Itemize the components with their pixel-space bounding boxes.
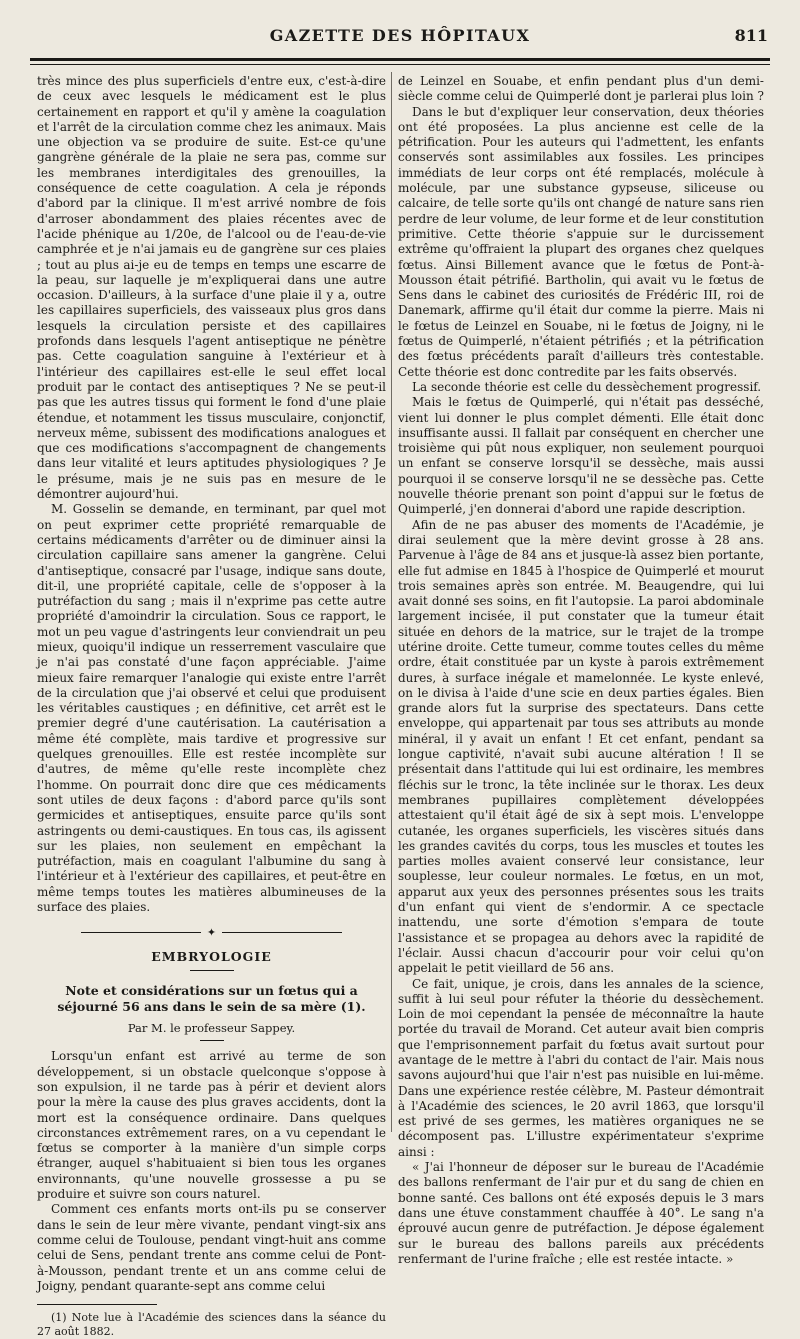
header-rule-thick [30, 58, 770, 61]
right-paragraph-3: La seconde théorie est celle du dessèchement progressif. [412, 379, 762, 394]
article-title: Note et considérations sur un fœtus qui a séjourné 56 ans dans le sein de sa mère (1). [57, 983, 366, 1015]
section-separator: ✦ [37, 925, 386, 940]
footnote-rule [37, 1304, 157, 1305]
right-paragraph-4: Mais le fœtus de Quimperlé, qui n'était pas desséché, vient lui donner le plus complet démenti. Elle était donc insuffisante aussi. Il fallait par conséquent en chercher une troisième qui pût nous expliquer, non seulement pourquoi un enfant se conserve lorsqu'il se dessèche, mais aussi pourquoi il se conserve lorsqu'il ne se dessèche pas. Cette nouvelle théorie prenant son point d'appui sur le fœtus de Quimperlé, j'en donnerai d'abord une rapide description. [398, 395, 764, 517]
left-paragraph-2: M. Gosselin se demande, en terminant, par quel mot on peut exprimer cette propriété remarquable de certains médicaments d'arrêter ou de diminuer ainsi la circulation capillaire sans amener la gangrène. Celui d'antiseptique, consacré par l'usage, indique sans doute, dit-il, une propriété capitale, celle de s'opposer à la putréfaction du sang ; mais il n'exprime pas cette autre propriété d'amoindrir la circulation. Sous ce rapport, le mot un peu vague d'astringents leur conviendrait un peu mieux, quoiqu'il indique un resserrement vasculaire que je n'ai pas constaté d'une façon appréciable. J'aime mieux faire remarquer l'analogie qui existe entre l'arrêt de la circulation que j'ai observé et celui que produisent les véritables caustiques ; en définitive, cet arrêt est le premier degré d'une cautérisation. La cautérisation a même été complète, mais tardive et progressive sur quelques grenouilles. Elle est restée incomplète sur d'autres, de même qu'elle reste incomplète chez l'homme. On pourrait donc dire que ces médicaments sont utiles de deux façons : d'abord parce qu'ils sont germicides et antiseptiques, ensuite parce qu'ils sont astringents ou demi-caustiques. En tous cas, ils agissent sur les plaies, non seulement en empêchant la putréfaction, mais en coagulant l'albumine du sang à l'intérieur et à l'extérieur des capillaires, et peut-être en même temps toutes les matières albumineuses de la surface des plaies. [37, 502, 386, 915]
right-paragraph-2: Dans le but d'expliquer leur conservation, deux théories ont été proposées. La plus ancienne est celle de la pétrification. Pour les auteurs qui l'admettent, les enfants conservés sont assimilables aux fossiles. Les principes immédiats de leur corps ont été remplacés, molécule à molécule, par une substance gypseuse, siliceuse ou calcaire, de telle sorte qu'ils ont changé de nature sans rien perdre de leur volume, de leur forme et de leur constitution primitive. Cette théorie s'appuie sur le durcissement extrême qu'offraient la plupart des organes chez quelques fœtus. Ainsi Billement avance que le fœtus de Pont-à-Mousson était pétrifié. Bartholin, qui avait vu le fœtus de Sens dans le cabinet des curiosités de Frédéric III, roi de Danemark, affirme qu'il était dur comme la pierre. Mais ni le fœtus de Leinzel en Souabe, ni le fœtus de Joigny, ni le fœtus de Quimperlé, n'étaient pétrifiés ; et la pétrification des fœtus précédents paraît d'ailleurs très contestable. Cette théorie est donc contredite par les faits observés. [398, 104, 764, 379]
article-byline: Par M. le professeur Sappey. [127, 1021, 296, 1036]
right-paragraph-7: « J'ai l'honneur de déposer sur le bureau de l'Académie des ballons renfermant de l'air pur et du sang de chien en bonne santé. Ces ballons ont été exposés depuis le 3 mars dans une étuve constamment chauffée à 40°. Le sang n'a éprouvé aucun genre de putréfaction. Je dépose également sur le bureau des ballons pareils aux précédents renfermant de l'urine fraîche ; elle est restée intacte. » [398, 1160, 764, 1266]
right-paragraph-1: de Leinzel en Souabe, et enfin pendant plus d'un demi-siècle comme celui de Quimperlé dont je parlerai plus loin ? [398, 74, 764, 104]
running-header-title: GAZETTE DES HÔPITAUX [269, 26, 531, 45]
right-paragraph-5: Afin de ne pas abuser des moments de l'Académie, je dirai seulement que la mère devint grosse à 28 ans. Parvenue à l'âge de 84 ans et jusque-là assez bien portante, elle fut admise en 1845 à l'hospice de Quimperlé et mourut trois semaines après son entrée. M. Beaugendre, qui lui avait donné ses soins, en fit l'autopsie. La paroi abdominale largement incisée, il put constater que la tumeur était située en dehors de la matrice, sur le trajet de la trompe utérine droite. Cette tumeur, comme toutes celles du même ordre, était constituée par un kyste à parois extrêmement dures, à surface inégale et mamelonnée. Le kyste enlevé, on le divisa à l'aide d'une scie en deux parties égales. Bien grande alors fut la surprise des spectateurs. Dans cette enveloppe, qui appartenait par tous ses attributs au monde minéral, il y avait un enfant ! Et cet enfant, pendant sa longue captivité, n'avait subi aucune altération ! Il se présentait dans l'attitude qui lui est ordinaire, les membres fléchis sur le tronc, la tête inclinée sur le thorax. Les deux membranes pupillaires complètement développées attestaient qu'il était âgé de six à sept mois. L'enveloppe cutanée, les organes superficiels, les viscères situés dans les grandes cavités du corps, tous les muscles et toutes les parties molles avaient conservé leur consistance, leur souplesse, leur couleur normales. Le fœtus, en un mot, apparut aux yeux des personnes présentes sous les traits d'un enfant qui vient de s'endormir. A ce spectacle inattendu, une sorte d'émotion s'empara de toute l'assistance et se propagea au dehors avec la rapidité de l'éclair. Aussi chacun d'accourir pour voir celui qu'on appelait le petit vieillard de 56 ans. [398, 517, 764, 976]
left-column [37, 74, 386, 1339]
footnote: (1) Note lue à l'Académie des sciences dans la séance du 27 août 1882. [37, 1311, 386, 1339]
header-rule-thin [30, 64, 770, 65]
article-paragraph-2: Comment ces enfants morts ont-ils pu se conserver dans le sein de leur mère vivante, pendant vingt-six ans comme celui de Toulouse, pendant vingt-huit ans comme celui de Sens, pendant trente ans comme celui de Pont-à-Mousson, pendant trente et un ans comme celui de Joigny, pendant quarante-sept ans comme celui [37, 1202, 386, 1293]
article-paragraph-1: Lorsqu'un enfant est arrivé au terme de son développement, si un obstacle quelconque s'oppose à son expulsion, il ne tarde pas à périr et devient alors pour la mère la cause des plus graves accidents, dont la mort est la conséquence ordinaire. Dans quelques circonstances extrêmement rares, on a vu cependant le fœtus se comporter à la manière d'un simple corps étranger, auquel s'habituaient si bien tous les organes environnants, qu'une nouvelle grossesse a pu se produire et suivre son cours naturel. [37, 1049, 386, 1202]
byline-rule [200, 1040, 224, 1041]
section-heading: EMBRYOLOGIE [151, 948, 272, 964]
column-divider [391, 72, 392, 1132]
page-number: 811 [734, 26, 768, 45]
section-rule [190, 970, 234, 971]
right-paragraph-6: Ce fait, unique, je crois, dans les annales de la science, suffit à lui seul pour réfuter la théorie du dessèchement. Loin de moi cependant la pensée de méconnaître la haute portée du travail de Morand. Cet auteur avait bien compris que l'emprisonnement parfait du fœtus avait surtout pour avantage de le mettre à l'abri du contact de l'air. Mais nous savons aujourd'hui que l'air n'est pas nuisible en lui-même. Dans une expérience restée célèbre, M. Pasteur démontrait à l'Académie des sciences, le 20 avril 1863, que lorsqu'il est privé de ses germes, les matières organiques ne se décomposent pas. L'illustre expérimentateur s'exprime ainsi : [398, 976, 764, 1159]
right-column [398, 74, 764, 1267]
left-paragraph-1: très mince des plus superficiels d'entre eux, c'est-à-dire de ceux avec lesquels le médicament est le plus certainement en rapport et qu'il y amène la coagulation et l'arrêt de la circulation comme chez les animaux. Mais une objection va se produire de suite. Est-ce qu'une gangrène générale de la plaie ne sera pas, comme sur les membranes interdigitales des grenouilles, la conséquence de cette coagulation. A cela je réponds d'abord par la clinique. Il m'est arrivé nombre de fois d'arroser abondamment des plaies récentes avec de l'acide phénique au 1/20e, de l'alcool ou de l'eau-de-vie camphrée et je n'ai jamais eu de gangrène sur ces plaies ; tout au plus ai-je eu de temps en temps une escarre de la peau, sur laquelle je m'expliquerai dans une autre occasion. D'ailleurs, à la surface d'une plaie il y a, outre les capillaires superficiels, des vaisseaux plus gros dans lesquels la circulation persiste et des capillaires profonds dans lesquels l'agent antiseptique ne pénètre pas. Cette coagulation sanguine à l'extérieur et à l'intérieur des capillaires est-elle le seul effet local produit par le contact des antiseptiques ? Ne se peut-il pas que les autres tissus qui forment le fond d'une plaie étendue, et notamment les tissus musculaire, conjonctif, nerveux même, subissent des modifications analogues et que ces modifications s'accompagnent de changements dans leur vitalité et leurs aptitudes physiologiques ? Je le présume, mais je ne suis pas en mesure de le démontrer aujourd'hui. [37, 74, 386, 502]
